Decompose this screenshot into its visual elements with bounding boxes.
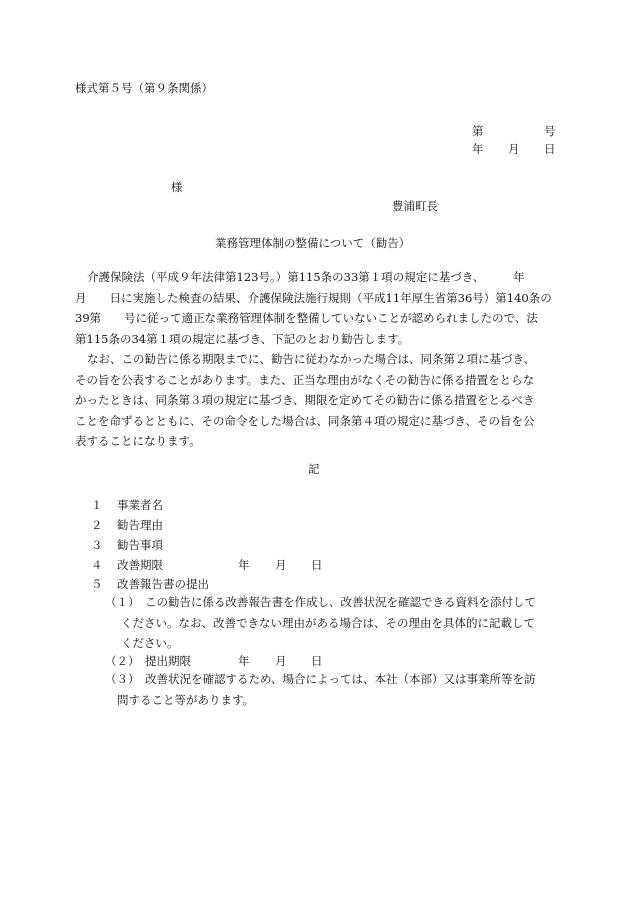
ki-heading: 記 xyxy=(308,462,320,476)
sender-name: 豊浦町長 xyxy=(392,199,438,213)
body-paragraph-1 xyxy=(75,267,557,349)
submission-day: 日 xyxy=(311,654,323,668)
subitem-line: ください。なお、改善できない理由がある場合は、その理由を具体的に記載して xyxy=(121,615,535,630)
item-number: ３ xyxy=(91,538,103,552)
item-label: 勧告事項 xyxy=(117,538,163,552)
submission-year: 年 xyxy=(238,654,250,668)
paragraph-line: なお、この勧告に係る期限までに、勧告に従わなかった場合は、同条第２項に基づき、 xyxy=(87,352,536,366)
paragraph-line: ことを命ずるとともに、その命令をした場合は、同条第４項の規定に基づき、その旨を公 xyxy=(75,413,535,428)
subitem-1 xyxy=(105,592,557,654)
document-number-prefix: 第 xyxy=(472,124,484,138)
list-item xyxy=(91,518,163,533)
submission-month: 月 xyxy=(275,654,287,668)
list-item xyxy=(91,577,209,592)
item-label: 勧告理由 xyxy=(117,518,163,532)
paragraph-line: 第115条の34第１項の規定に基づき、下記のとおり勧告します。 xyxy=(75,331,410,346)
document-title: 業務管理体制の整備について（勧告） xyxy=(215,236,411,250)
item-number: ４ xyxy=(91,558,103,572)
paragraph-line: 39第 号に従って適正な業務管理体制を整備していないことが認められましたので、法 xyxy=(75,311,538,325)
document-number-suffix: 号 xyxy=(544,124,556,138)
date-year: 年 xyxy=(472,142,484,156)
form-number: 様式第５号（第９条関係） xyxy=(75,81,213,95)
subitem-line: 問すること等があります。 xyxy=(117,692,255,707)
item-label: 改善報告書の提出 xyxy=(117,577,209,591)
item-number: １ xyxy=(91,498,103,512)
paragraph-line: その旨を公表することがあります。また、正当な理由がなくその勧告に係る措置をとらな xyxy=(75,372,535,387)
addressee-suffix: 様 xyxy=(171,180,183,194)
list-item xyxy=(91,538,163,553)
item-number: ５ xyxy=(91,577,103,591)
deadline-year: 年 xyxy=(238,558,250,572)
item-label: 改善期限 xyxy=(117,558,163,572)
subitem-line: 改善状況を確認するため、場合によっては、本社（本部）又は事業所等を訪 xyxy=(145,672,536,686)
item-number: ２ xyxy=(91,518,103,532)
list-item xyxy=(91,558,331,573)
body-paragraph-2 xyxy=(75,349,557,452)
subitem-3 xyxy=(105,669,557,710)
paragraph-line: かったときは、同条第３項の規定に基づき、期限を定めてその勧告に係る措置をとるべき xyxy=(75,393,535,407)
list-item xyxy=(91,498,163,513)
deadline-month: 月 xyxy=(275,558,287,572)
deadline-day: 日 xyxy=(311,558,323,572)
subitem-label: 提出期限 xyxy=(145,654,191,668)
date-month: 月 xyxy=(508,142,520,156)
subitem-line: この勧告に係る改善報告書を作成し、改善状況を確認できる資料を添付して xyxy=(145,595,536,609)
subitem-mark: （１） xyxy=(105,595,140,609)
paragraph-line: 月 日に実施した検査の結果、介護保険法施行規則（平成11年厚生省第36号）第140条の xyxy=(75,290,552,305)
subitem-mark: （２） xyxy=(105,654,140,668)
item-label: 事業者名 xyxy=(117,498,163,512)
date-day: 日 xyxy=(544,142,556,156)
paragraph-line: 介護保険法（平成９年法律第123号。）第115条の33第１項の規定に基づき、 年 xyxy=(87,270,525,284)
subitem-mark: （３） xyxy=(105,672,140,686)
paragraph-line: 表することになります。 xyxy=(75,434,201,448)
subitem-line: ください。 xyxy=(121,636,179,650)
